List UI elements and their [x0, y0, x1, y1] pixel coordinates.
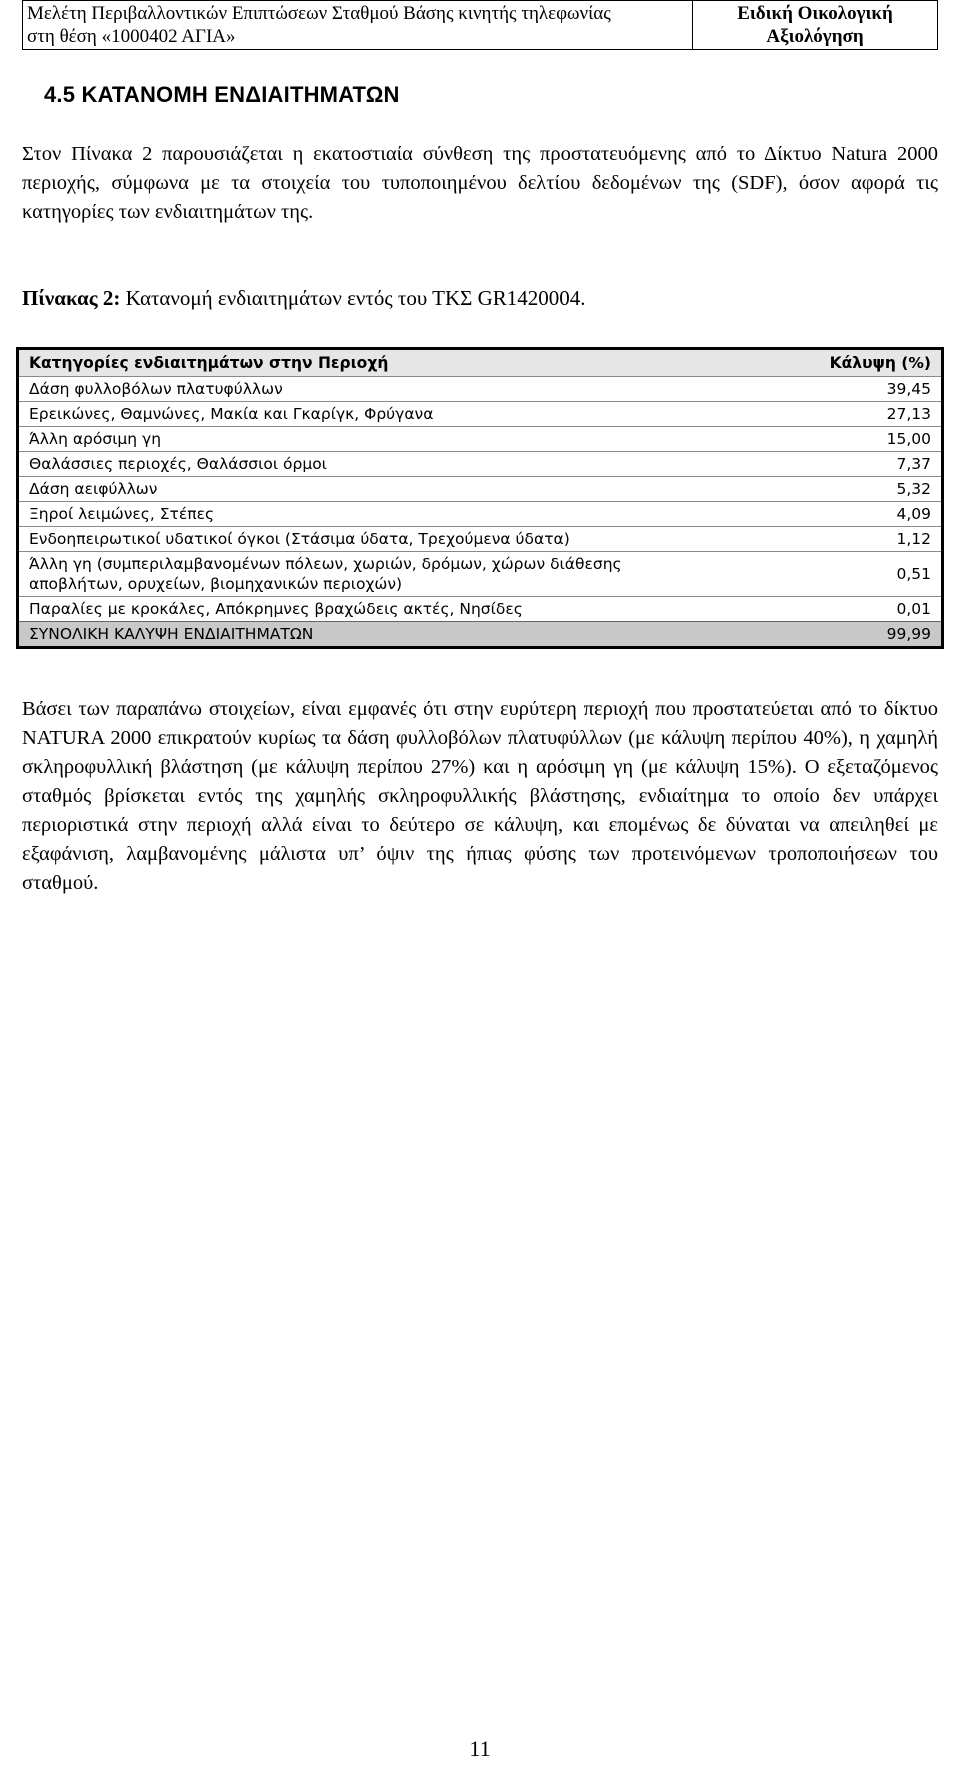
- section-heading: 4.5 ΚΑΤΑΝΟΜΗ ΕΝΔΙΑΙΤΗΜΑΤΩΝ: [44, 82, 400, 107]
- row-cover: 4,09: [781, 502, 941, 527]
- row-category: Παραλίες με κροκάλες, Απόκρημνες βραχώδεις ακτές, Νησίδες: [19, 597, 781, 622]
- table-row: [19, 527, 941, 552]
- table-header-row: [19, 350, 941, 377]
- row-cover: 5,32: [781, 477, 941, 502]
- row-category: Ενδοηπειρωτικοί υδατικοί όγκοι (Στάσιμα ύδατα, Τρεχούμενα ύδατα): [19, 527, 781, 552]
- row-cover: 7,37: [781, 452, 941, 477]
- document-title-line1: Μελέτη Περιβαλλοντικών Επιπτώσεων Σταθμού Βάσης κινητής τηλεφωνίας: [27, 3, 611, 24]
- table-row: [19, 552, 941, 597]
- document-section-label: [693, 1, 937, 49]
- header-category: Κατηγορίες ενδιαιτημάτων στην Περιοχή: [19, 350, 781, 377]
- table-row: [19, 502, 941, 527]
- row-category: Ερεικώνες, Θαμνώνες, Μακία και Γκαρίγκ, Φρύγανα: [19, 402, 781, 427]
- habitat-table: [16, 347, 944, 649]
- table-caption: [22, 286, 586, 311]
- section-label-line2: Αξιολόγηση: [766, 26, 864, 47]
- row-cover: 1,12: [781, 527, 941, 552]
- total-category: ΣΥΝΟΛΙΚΗ ΚΑΛΥΨΗ ΕΝΔΙΑΙΤΗΜΑΤΩΝ: [19, 622, 781, 647]
- table-row: [19, 377, 941, 402]
- row-cover: 15,00: [781, 427, 941, 452]
- table-row: [19, 452, 941, 477]
- table-caption-label: Πίνακας 2:: [22, 286, 121, 310]
- row-category: Άλλη αρόσιμη γη: [19, 427, 781, 452]
- row-category: [19, 552, 781, 597]
- row-cover: 0,01: [781, 597, 941, 622]
- table-row: [19, 477, 941, 502]
- row-category-line2: αποβλήτων, ορυχείων, βιομηχανικών περιοχών): [29, 575, 403, 593]
- document-title-line2: στη θέση «1000402 ΑΓΙΑ»: [27, 26, 236, 47]
- row-category: Ξηροί λειμώνες, Στέπες: [19, 502, 781, 527]
- document-title: [23, 1, 693, 49]
- table-row: [19, 427, 941, 452]
- row-cover: 0,51: [781, 552, 941, 597]
- intro-paragraph: Στον Πίνακα 2 παρουσιάζεται η εκατοστιαία σύνθεση της προστατευόμενης από το Δίκτυο Natura 2000 περιοχής, σύμφωνα με τα στοιχεία του τυποποιημένου δελτίου δεδομένων της (SDF), όσον αφορά τις κατηγορίες των ενδιαιτημάτων της.: [22, 143, 938, 223]
- total-cover: 99,99: [781, 622, 941, 647]
- row-category-line1: Άλλη γη (συμπεριλαμβανομένων πόλεων, χωριών, δρόμων, χώρων διάθεσης: [29, 555, 622, 573]
- table-total-row: [19, 622, 941, 647]
- conclusion-paragraph: Βάσει των παραπάνω στοιχείων, είναι εμφανές ότι στην ευρύτερη περιοχή που προστατεύεται από το δίκτυο NATURA 2000 επικρατούν κυρίως τα δάση φυλλοβόλων πλατυφύλλων (με κάλυψη περίπου 40%), η χαμηλή σκληροφυλλική βλάστηση (με κάλυψη περίπου 27%) και η αρόσιμη γη (με κάλυψη 15%). Ο εξεταζόμενος σταθμός βρίσκεται εντός της χαμηλής σκληροφυλλικής βλάστησης, ενδιαίτημα το οποίο δεν υπάρχει περιοριστικά στην περιοχή αλλά είναι το δεύτερο σε κάλυψη, και επομένως δε δύναται να απειληθεί με εξαφάνιση, λαμβανομένης μάλιστα υπ’ όψιν της ήπιας φύσης των προτεινόμενων τροποποιήσεων του σταθμού.: [22, 698, 938, 894]
- table-row: [19, 402, 941, 427]
- section-label-line1: Ειδική Οικολογική: [737, 3, 893, 24]
- row-cover: 27,13: [781, 402, 941, 427]
- page-number: 11: [469, 1736, 491, 1761]
- row-category: Δάση αειφύλλων: [19, 477, 781, 502]
- row-category: Θαλάσσιες περιοχές, Θαλάσσιοι όρμοι: [19, 452, 781, 477]
- row-cover: 39,45: [781, 377, 941, 402]
- page-header: [22, 0, 938, 50]
- table-caption-text: Κατανομή ενδιαιτημάτων εντός του ΤΚΣ GR1420004.: [120, 286, 586, 310]
- row-category: Δάση φυλλοβόλων πλατυφύλλων: [19, 377, 781, 402]
- table-row: [19, 597, 941, 622]
- header-cover: Κάλυψη (%): [781, 350, 941, 377]
